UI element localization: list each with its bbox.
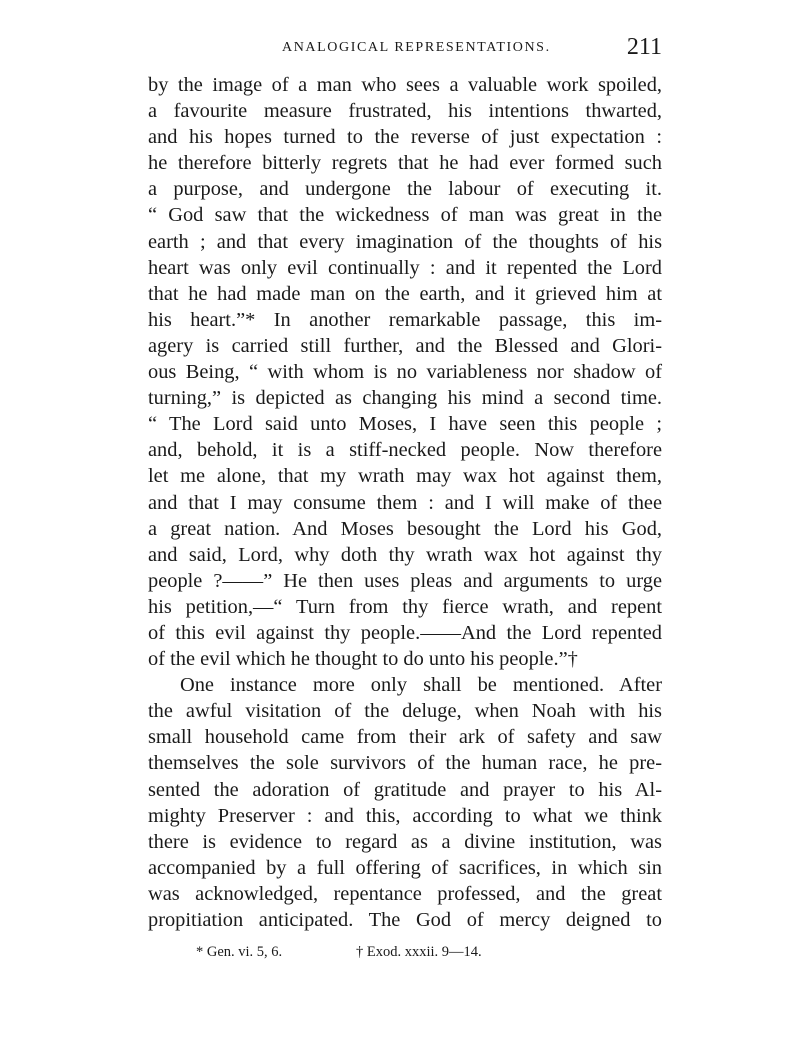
text-line: earth ; and that every imagination of the thoughts of his	[148, 230, 662, 253]
footnote-gen: * Gen. vi. 5, 6.	[196, 944, 283, 960]
text-line: of the evil which he thought to do unto his people.”†	[148, 648, 578, 671]
text-line: was acknowledged, repentance professed, and the great	[148, 882, 662, 905]
text-line: his heart.”* In another remarkable passage, this im-	[148, 308, 662, 331]
page-number: 211	[626, 34, 662, 60]
text-line: agery is carried still further, and the Blessed and Glori-	[148, 334, 662, 357]
text-line: “ The Lord said unto Moses, I have seen this people ;	[148, 413, 662, 436]
text-line: there is evidence to regard as a divine institution, was	[148, 830, 662, 853]
footnotes	[196, 944, 616, 968]
running-head	[148, 36, 662, 66]
text-line: sented the adoration of gratitude and prayer to his Al-	[148, 778, 662, 801]
text-line: small household came from their ark of safety and saw	[148, 726, 662, 749]
text-line: One instance more only shall be mentioned. After	[180, 674, 662, 697]
text-line: ous Being, “ with whom is no variableness nor shadow of	[148, 361, 662, 384]
text-line: people ?——” He then uses pleas and arguments to urge	[148, 569, 662, 592]
text-line: and that I may consume them : and I will make of thee	[148, 491, 662, 514]
running-title: ANALOGICAL REPRESENTATIONS.	[282, 40, 551, 55]
text-line: by the image of a man who sees a valuable work spoiled,	[148, 74, 662, 96]
text-line: that he had made man on the earth, and it grieved him at	[148, 282, 662, 305]
text-line: turning,” is depicted as changing his mind a second time.	[148, 387, 662, 410]
footnote-exod: † Exod. xxxii. 9—14.	[356, 944, 482, 960]
text-line: a great nation. And Moses besought the Lord his God,	[148, 517, 662, 540]
text-line: his petition,—“ Turn from thy fierce wrath, and repent	[148, 595, 662, 618]
text-line: propitiation anticipated. The God of mercy deigned to	[148, 909, 662, 931]
text-line: the awful visitation of the deluge, when Noah with his	[148, 700, 662, 723]
text-line: “ God saw that the wickedness of man was great in the	[148, 204, 662, 227]
text-line: heart was only evil continually : and it repented the Lord	[148, 256, 662, 279]
text-line: and his hopes turned to the reverse of just expectation :	[148, 126, 662, 149]
text-line: mighty Preserver : and this, according to what we think	[148, 804, 662, 827]
text-line: a purpose, and undergone the labour of executing it.	[148, 178, 662, 201]
body-text	[148, 72, 662, 932]
text-line: he therefore bitterly regrets that he had ever formed such	[148, 152, 662, 175]
text-line: and, behold, it is a stiff-necked people. Now therefore	[148, 439, 662, 462]
text-line: a favourite measure frustrated, his intentions thwarted,	[148, 100, 662, 123]
text-line: let me alone, that my wrath may wax hot against them,	[148, 465, 662, 488]
text-line: accompanied by a full offering of sacrifices, in which sin	[148, 856, 662, 879]
text-line: and said, Lord, why doth thy wrath wax hot against thy	[148, 543, 662, 566]
text-line: themselves the sole survivors of the human race, he pre-	[148, 752, 662, 775]
text-line: of this evil against thy people.——And the Lord repented	[148, 621, 662, 644]
